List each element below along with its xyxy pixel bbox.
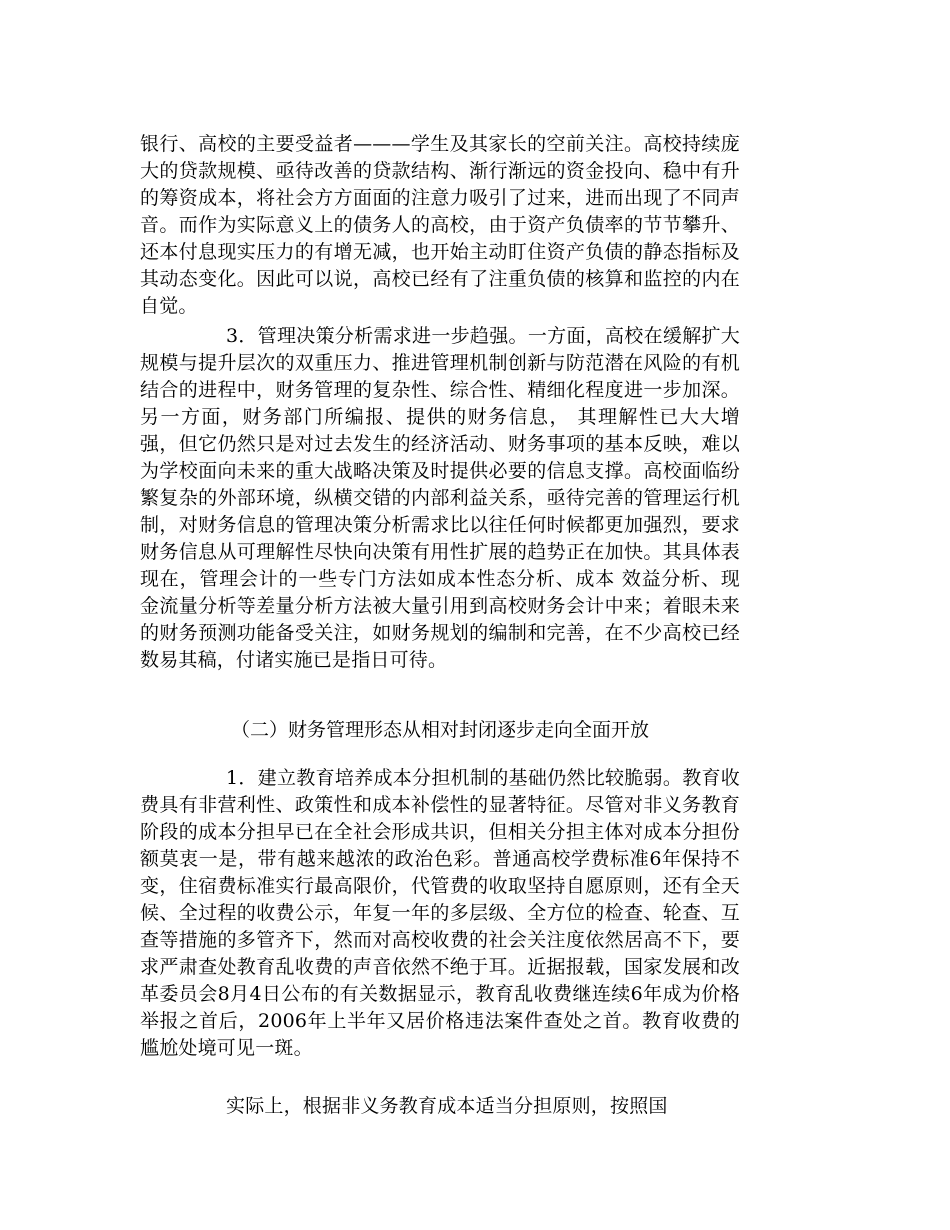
paragraph-decision-analysis: 3．管理决策分析需求进一步趋强。一方面，高校在缓解扩大规模与提升层次的双重压力、推进管理机制创新与防范潜在风险的有机结合的进程中，财务管理的复杂性、综合性、精细化程度进一步加深。另一方面，财务部门所编报、提供的财务信息， 其理解性已大大增强，但它仍然只是对过去发生的经济活动、财务事项的基本反映，难以为学校面向未来的重大战略决策及时提供必要的信息支撑。高校面临纷繁复杂的外部环境，纵横交错的内部利益关系，亟待完善的管理运行机制，对财务信息的管理决策分析需求比以往任何时候都更加强烈，要求财务信息从可理解性尽快向决策有用性扩展的趋势正在加快。其具体表现在，管理会计的一些专门方法如成本性态分析、成本 效益分析、现金流量分析等差量分析方法被大量引用到高校财务会计中来；着眼未来的财务预测功能备受关注，如财务规划的编制和完善，在不少高校已经数易其稿，付诸实施已是指日可待。: [140, 325, 740, 671]
paragraph-continuation: 实际上，根据非义务教育成本适当分担原则，按照国: [226, 1095, 668, 1117]
paragraph-liabilities-awareness: 银行、高校的主要受益者———学生及其家长的空前关注。高校持续庞大的贷款规模、亟待改善的贷款结构、渐行渐远的资金投向、稳中有升的筹资成本，将社会方方面面的注意力吸引了过来，进而出现了不同声音。而作为实际意义上的债务人的高校，由于资产负债率的节节攀升、还本付息现实压力的有增无减，也开始主动盯住资产负债的静态指标及其动态变化。因此可以说，高校已经有了注重负债的核算和监控的内在自觉。: [140, 133, 740, 317]
paragraph-cost-sharing: 1．建立教育培养成本分担机制的基础仍然比较脆弱。教育收费具有非营利性、政策性和成本补偿性的显著特征。尽管对非义务教育阶段的成本分担早已在全社会形成共识，但相关分担主体对成本分担份额莫衷一是，带有越来越浓的政治色彩。普通高校学费标准6年保持不变，住宿费标准实行最高限价，代管费的收取坚持自愿原则，还有全天候、全过程的收费公示，年复一年的多层级、全方位的检查、轮查、互查等措施的多管齐下，然而对高校收费的社会关注度依然居高不下，要求严肃查处教育乱收费的声音依然不绝于耳。近据报载，国家发展和改革委员会8月4日公布的有关数据显示，教育乱收费继连续6年成为价格举报之首后，2006年上半年又居价格违法案件查处之首。教育收费的尴尬处境可见一斑。: [140, 767, 740, 1059]
section-heading: （二）财务管理形态从相对封闭逐步走向全面开放: [230, 719, 649, 741]
